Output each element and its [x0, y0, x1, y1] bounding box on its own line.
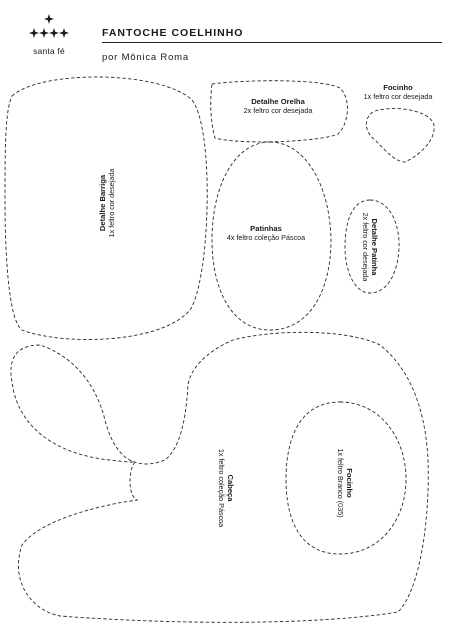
- piece-focinho-outline: [366, 109, 434, 162]
- piece-name: Patinhas: [250, 223, 282, 233]
- piece-focinho-label: [364, 83, 433, 101]
- piece-patinhas-label: [227, 224, 305, 242]
- piece-spec: 1x feltro cor desejada: [107, 168, 117, 238]
- piece-spec: 1x feltro Branco (035): [335, 448, 345, 518]
- piece-detalhe-patinha-label: [361, 213, 379, 282]
- piece-spec: 2x feltro cor desejada: [243, 106, 313, 116]
- piece-name: Detalhe Patinha: [370, 218, 380, 276]
- page-title: FANTOCHE COELHINHO: [102, 27, 244, 39]
- piece-spec: 2x feltro cor desejada: [360, 212, 370, 282]
- piece-name: Detalhe Barriga: [97, 174, 107, 232]
- piece-detalhe-barriga-label: [98, 169, 116, 238]
- piece-name: Focinho: [345, 468, 355, 498]
- piece-spec: 4x feltro coleção Páscoa: [226, 233, 306, 243]
- brand-name: santa fé: [33, 46, 65, 56]
- author-credit: por Mônica Roma: [102, 52, 189, 63]
- piece-name: Cabeça: [226, 474, 236, 502]
- piece-focinho-cabeca-label: [336, 448, 354, 517]
- piece-cabeca-label: [217, 449, 235, 527]
- piece-spec: 1x feltro cor desejada: [363, 92, 433, 102]
- piece-detalhe-orelha-label: [244, 97, 313, 115]
- piece-name: Detalhe Orelha: [251, 96, 305, 106]
- piece-name: Focinho: [383, 82, 413, 92]
- piece-spec: 1x feltro coleção Páscoa: [216, 448, 226, 528]
